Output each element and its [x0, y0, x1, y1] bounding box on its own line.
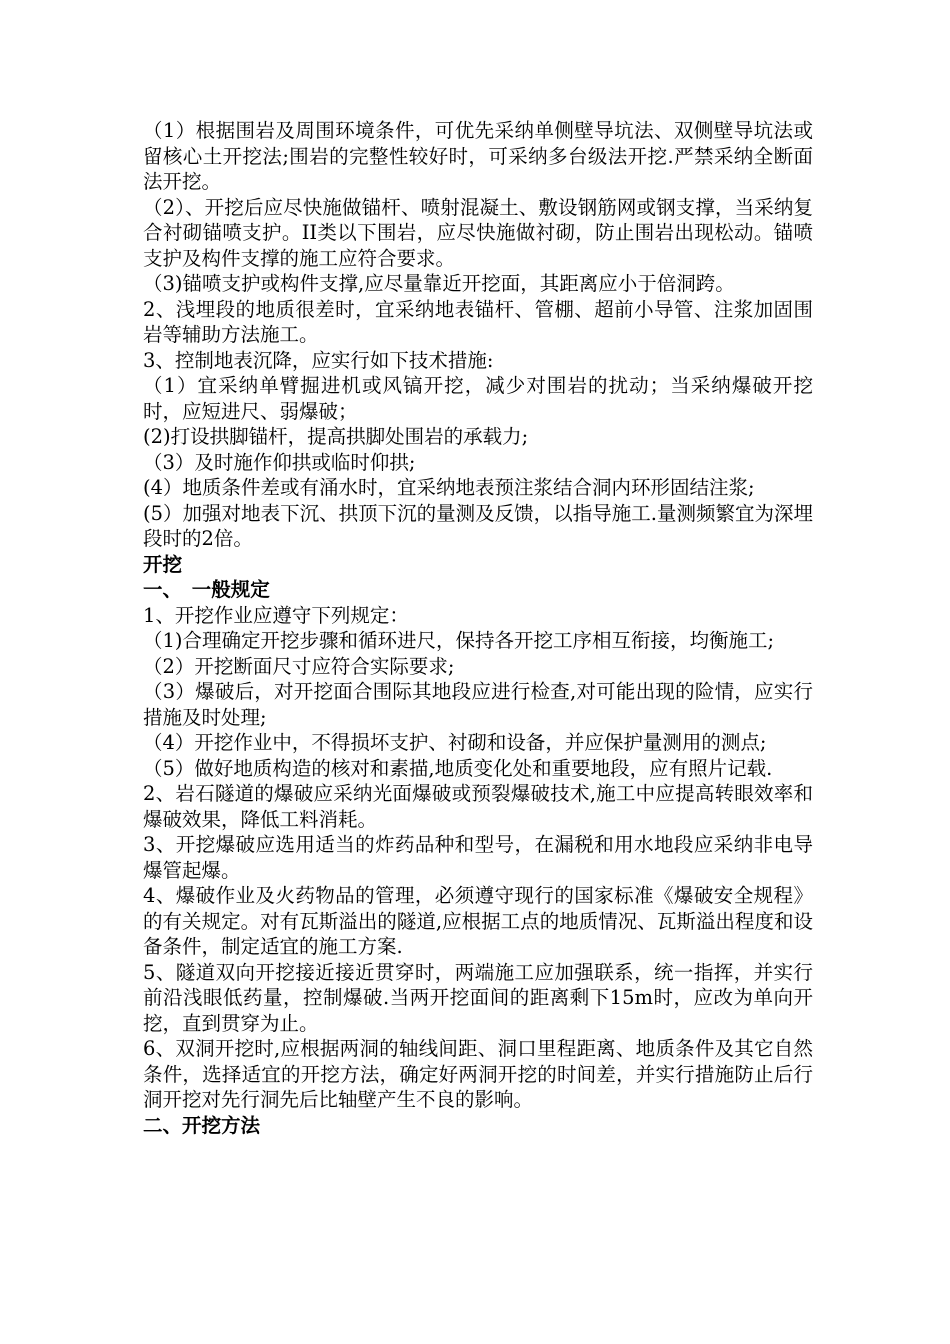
paragraph-bottom-0: 1、开挖作业应遵守下列规定：: [143, 603, 409, 627]
subsection-heading-methods: 二、开挖方法: [143, 1113, 261, 1137]
paragraph-top-2: （3)锚喷支护或构件支撑,应尽量靠近开挖面，其距离应小于倍洞跨。: [143, 272, 735, 295]
paragraph-bottom-4: （4）开挖作业中，不得损坏支护、衬砌和设备，并应保护量测用的测点;: [143, 731, 767, 754]
paragraph-bottom-6: 2、岩石隧道的爆破应采纳光面爆破或预裂爆破技术,施工中应提高转眼效率和爆破效果，降低工料消耗。: [143, 782, 813, 831]
paragraph-top-8: (4）地质条件差或有涌水时，宜采纳地表预注浆结合洞内环形固结注浆;: [143, 476, 755, 499]
paragraph-top-7: （3）及时施作仰拱或临时仰拱;: [143, 450, 416, 474]
paragraph-bottom-8: 4、爆破作业及火药物品的管理，必须遵守现行的国家标准《爆破安全规程》的有关规定。对有瓦斯溢出的隧道,应根据工点的地质情况、瓦斯溢出程度和设备条件，制定适宜的施工方案.: [143, 884, 813, 958]
paragraph-top-6: (2)打设拱脚锚杆，提高拱脚处围岩的承载力;: [143, 425, 529, 448]
document-page: [143, 118, 813, 1138]
paragraph-top-4: 3、控制地表沉降，应实行如下技术措施:: [143, 348, 494, 372]
paragraph-top-0: （1）根据围岩及周围环境条件，可优先采纳单侧壁导坑法、双侧壁导坑法或留核心土开挖法;围岩的完整性较好时，可采纳多台级法开挖.严禁采纳全断面法开挖。: [143, 119, 813, 193]
paragraph-bottom-7: 3、开挖爆破应选用适当的炸药品种和型号，在漏税和用水地段应采纳非电导爆管起爆。: [143, 833, 813, 882]
paragraph-top-5: （1）宜采纳单臂掘进机或风镐开挖，减少对围岩的扰动；当采纳爆破开挖时，应短进尺、弱爆破；: [143, 374, 813, 423]
paragraph-top-3: 2、浅埋段的地质很差时，宜采纳地表锚杆、管棚、超前小导管、注浆加固围岩等辅助方法施工。: [143, 297, 813, 346]
paragraph-top-1: （2）、开挖后应尽快施做锚杆、喷射混凝土、敷设钢筋网或钢支撑，当采纳复合衬砌锚喷支护。II类以下围岩，应尽快施做衬砌，防止围岩出现松动。锚喷支护及构件支撑的施工应符合要求。: [143, 195, 813, 270]
paragraph-top-9: (5）加强对地表下沉、拱顶下沉的量测及反馈，以指导施工.量测频繁宜为深埋段时的2倍。: [143, 501, 813, 550]
paragraph-bottom-9: 5、隧道双向开挖接近接近贯穿时，两端施工应加强联系，统一指挥，并实行前沿浅眼低药量，控制爆破.当两开挖面间的距离剩下15m时，应改为单向开挖，直到贯穿为止。: [143, 960, 813, 1035]
paragraph-bottom-10: 6、双洞开挖时,应根据两洞的轴线间距、洞口里程距离、地质条件及其它自然条件，选择适宜的开挖方法，确定好两洞开挖的时间差，并实行措施防止后行洞开挖对先行洞先后比轴壁产生不良的影响。: [143, 1037, 813, 1111]
subsection-heading-general: 一、 一般规定: [143, 578, 270, 601]
paragraph-bottom-1: （1)合理确定开挖步骤和循环进尺，保持各开挖工序相互衔接，均衡施工;: [143, 629, 775, 652]
section-heading-excavation: 开挖: [143, 552, 183, 576]
paragraph-bottom-5: （5）做好地质构造的核对和素描,地质变化处和重要地段，应有照片记载.: [143, 756, 773, 780]
paragraph-bottom-2: （2）开挖断面尺寸应符合实际要求;: [143, 654, 455, 678]
paragraph-bottom-3: （3）爆破后，对开挖面合围际其地段应进行检查,对可能出现的险情，应实行措施及时处理;: [143, 680, 813, 729]
